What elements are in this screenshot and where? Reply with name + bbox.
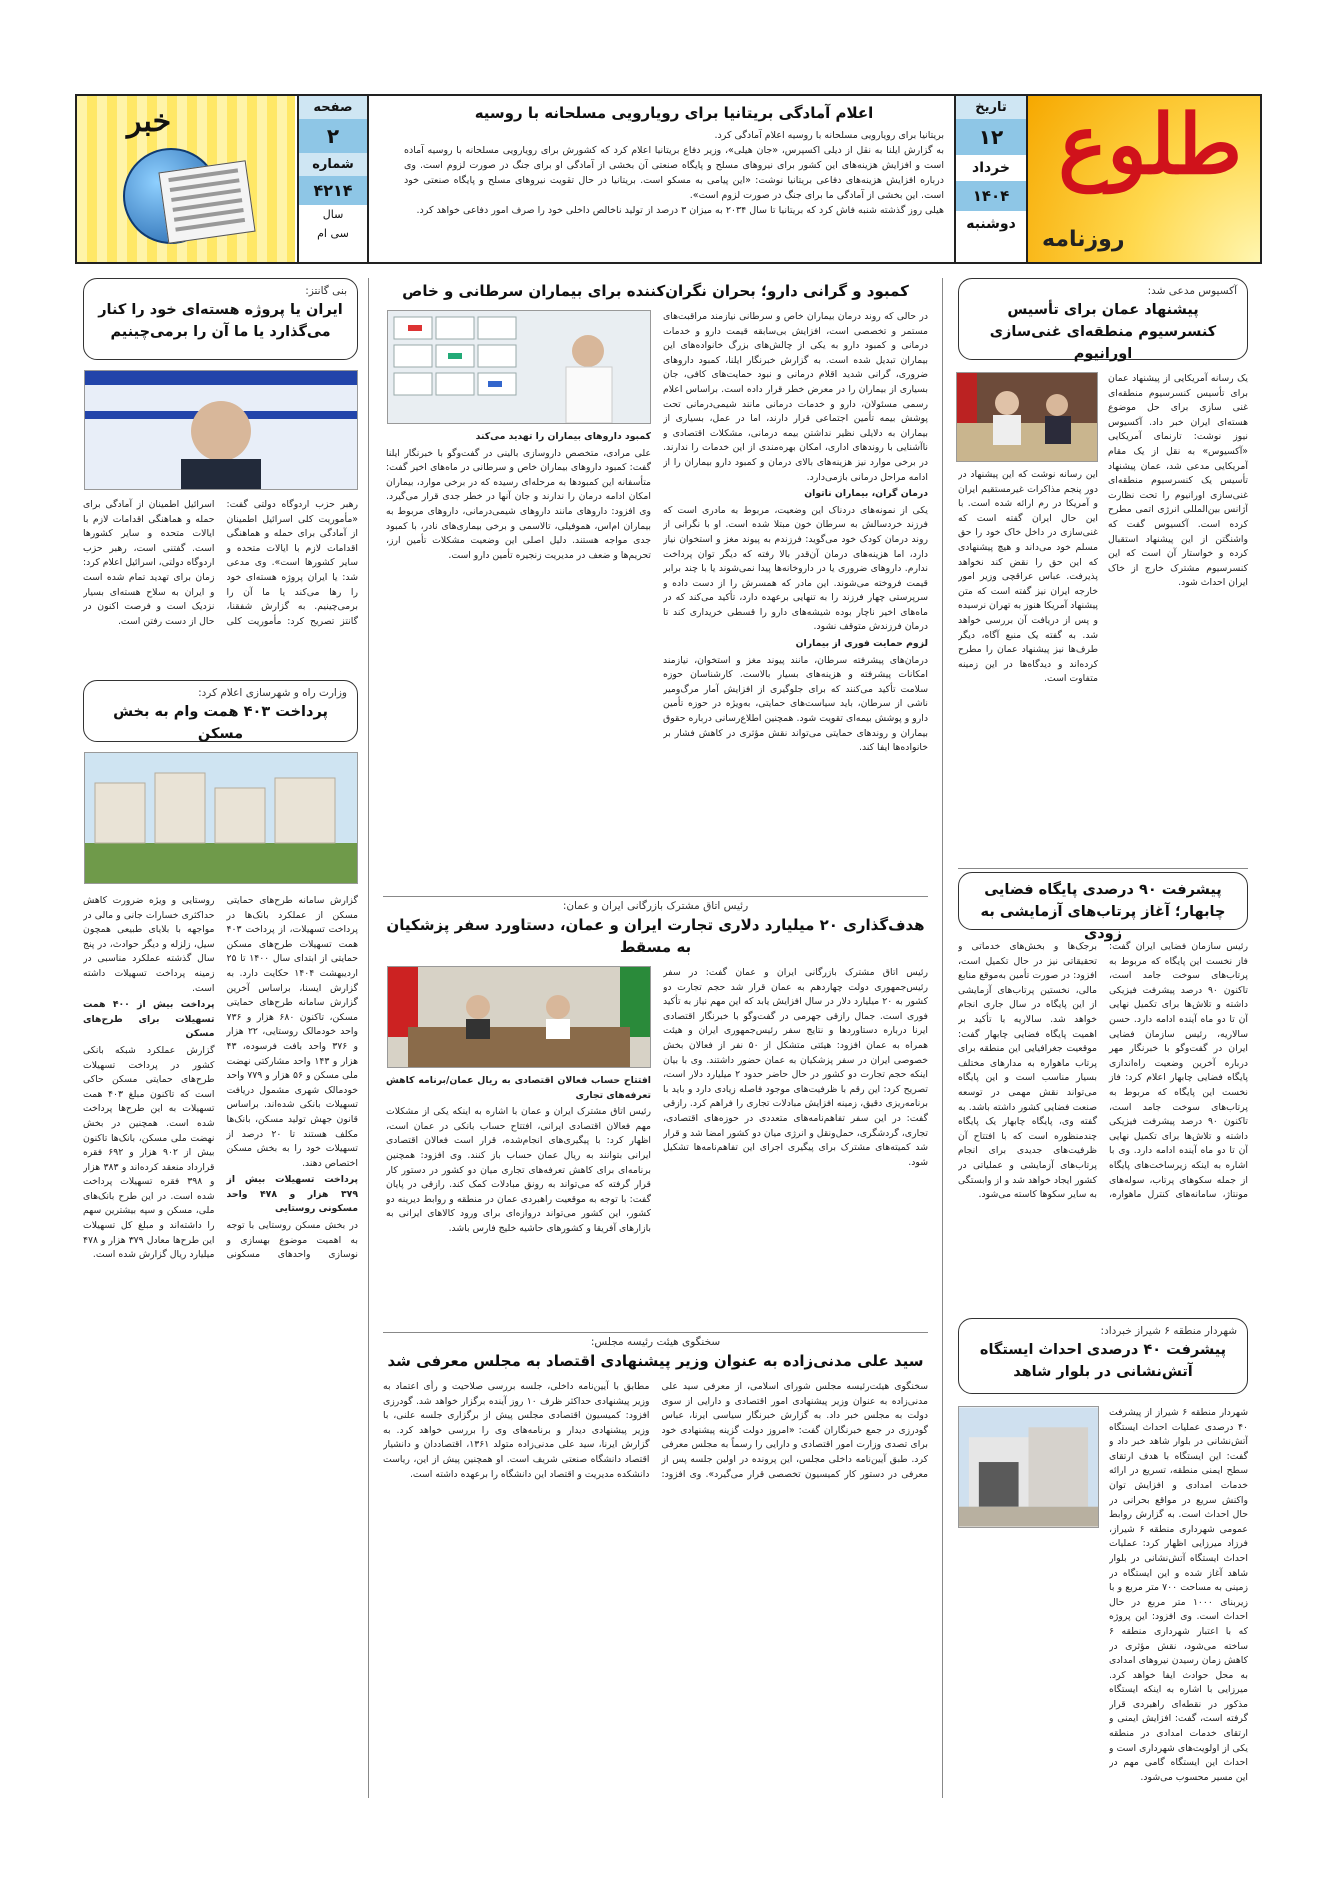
page-panel [297, 96, 369, 262]
fire-station-photo [958, 1406, 1099, 1528]
lead-news [394, 96, 954, 262]
article-title: پیشنهاد عمان برای تأسیس کنسرسیوم منطقه‌ای غنی‌سازی اورانیوم [989, 302, 1217, 362]
date-month: خرداد [972, 160, 1010, 176]
pharmacy-photo [387, 310, 651, 424]
article-body: رهبر حزب اردوگاه دولتی گفت: «مأموریت کلی اسرائیل اطمینان از آمادگی برای حمله و هماهنگی اقدامات لازم با ایالات متحده و سایر کشورها است». وی مدعی شد: یا ایران پروژه هسته‌ای خود را رها می‌کند یا ما آن را برمی‌چینیم. به گزارش شفقنا، گانتز تصریح کرد: مأموریت کلی اسرائیل اطمینان از آمادگی برای حمله و هماهنگی اقدامات لازم با ایالات متحده و سایر کشورها است. گفتنی است، رهبر حزب اردوگاه دولتی، اسرائیل اعلام کرد: زمان برای تهدید تمام شده است و ایران به سلاح هسته‌ای بسیار نزدیک است و فرصت اکنون در حال از دست رفتن است. [83, 499, 358, 627]
date-label: تاریخ [956, 96, 1026, 119]
article-kicker: آکسیوس مدعی شد: [1147, 285, 1237, 297]
page-number: ۲ [299, 119, 367, 153]
article-oman-uranium [958, 278, 1248, 868]
article-kicker: شهردار منطقه ۶ شیراز خبرداد: [1100, 1325, 1237, 1337]
lead-body-3: هیلی روز گذشته شنبه فاش کرد که بریتانیا تا سال ۲۰۳۴ به میزان ۳ درصد از تولید ناخالص داخلی خود را صرف امور دفاعی خواهد کرد. [416, 205, 944, 216]
article-paragraph: در حالی که روند درمان بیماران خاص و سرطانی نیازمند مراقبت‌های مستمر و تخصصی است، افزایش بی‌سابقه قیمت دارو و خدمات درمانی و کمبود دارو به یکی از چالش‌های بزرگ خانواده‌های این بیماران تبدیل شده است. به گزارش خبرنگار ایلنا، کمبود داروهای ضروری، گرانی شدید اقلام درمانی و نبود حمایت‌های کافی، جان بسیاری از بیماران را در معرض خطر قرار داده است. براساس اعلام رسمی مسئولان، دارو و خدمات درمانی مانند شیمی‌درمانی تحت پوشش بیمه تأمین اجتماعی قرار دارند، اما در عمل، بسیاری از بیماران به دلایلی نظیر نداشتن بیمه درمانی، مشکلات اقتصادی و ناآشنایی با روندهای اداری، امکان بهره‌مندی از این خدمات را ندارند. در برخی موارد نیز هزینه‌های بالای درمان و کمبود دارو بیماران را از ادامه مراحل درمانی بازمی‌دارد. [663, 311, 928, 483]
signing-ceremony-photo [387, 966, 651, 1068]
newspaper-icon [158, 160, 255, 244]
article-chabahar-space [958, 872, 1248, 1314]
date-year: ۱۴۰۴ [956, 181, 1026, 211]
article-subhead: پرداخت بیش از ۴۰۰ همت تسهیلات برای طرح‌های مسکن [83, 999, 215, 1040]
article-body-continued: این رسانه نوشت که این پیشنهاد در دور پنجم مذاکرات غیرمستقیم ایران و آمریکا در رم ارائه شده است. با این حال ایران گفته است که غنی‌سازی در داخل خاک خود را حق مسلم خود می‌داند و هیچ پیشنهادی که این حق را نقض کند نخواهد پذیرفت. عباس عراقچی وزیر امور خارجه ایران نیز گفته است که متن پیشنهاد آمریکا هنوز به تهران نرسیده و پس از دریافت آن بررسی خواهد شد. به گفته یک منبع آگاه، دیگر طرف‌ها نیز پیشنهاد عمان را مطرح کرده‌اند و دیدگاه‌ها در این زمینه متفاوت است. [958, 469, 1098, 685]
article-body: شهردار منطقه ۶ شیراز از پیشرفت ۴۰ درصدی عملیات احداث ایستگاه آتش‌نشانی در بلوار شاهد خبر داد و گفت: این ایستگاه با هدف ارتقای سطح ایمنی منطقه، تسریع در ارائه خدمات امدادی و افزایش توان واکنش سریع در مواقع بحرانی در حال احداث است. به گزارش روابط عمومی شهرداری منطقه ۶ شیراز، فرزاد میرزایی اظهار کرد: عملیات احداث ایستگاه آتش‌نشانی در بلوار شاهد آغاز شده و این ایستگاه در زمینی به مساحت ۷۰۰ متر مربع و با زیربنای ۱۰۰۰ متر مربع در حال احداث است. وی افزود: این پروژه که با اعتبار شهرداری منطقه ۶ ساخته می‌شود، نقش مؤثری در کاهش زمان رسیدن نیروهای امدادی به محل حوادث ایفا خواهد کرد. میرزایی با اشاره به اینکه ایستگاه مذکور در نقطه‌ای راهبردی قرار گرفته است، گفت: افزایش ایمنی و ارتقای خدمات امدادی در منطقه یکی از اولویت‌های شهرداری است و احداث این ایستگاه گامی مهم در این مسیر محسوب می‌شود. [1109, 1407, 1248, 1783]
article-title: هدف‌گذاری ۲۰ میلیارد دلاری تجارت ایران و عمان، دستاورد سفر پزشکیان به مسقط [386, 916, 925, 956]
article-kicker: سخنگوی هیئت رئیسه مجلس: [590, 1336, 721, 1348]
meeting-photo [956, 372, 1098, 462]
date-day: ۱۲ [956, 119, 1026, 155]
article-subhead: پرداخت تسهیلات بیش از ۳۷۹ هزار و ۴۷۸ واحد مسکونی روستایی [226, 1174, 358, 1215]
article-paragraph: رئیس اتاق مشترک ایران و عمان با اشاره به اینکه یکی از مشکلات مهم فعالان اقتصادی ایرانی، افتتاح حساب بانکی در عمان است، اظهار کرد: با پیگیری‌های انجام‌شده، قرار است فعالان اقتصادی ایرانی بتوانند به ریال عمان حساب باز کنند. وی افزود: همچنین برنامه‌ای برای کاهش تعرفه‌های تجاری میان دو کشور در دستور کار قرار گرفته که می‌تواند به رونق مبادلات کمک کند. رازقی در پایان گفت: با توجه به موقعیت راهبردی عمان در منطقه و روابط دیرینه دو کشور، این کشور می‌تواند دروازه‌ای برای ورود کالاهای ایرانی به بازارهای آفریقا و کشورهای حاشیه خلیج فارس باشد. [386, 1106, 651, 1234]
lead-body-2: به گزارش ایلنا به نقل از دیلی اکسپرس، «جان هیلی»، وزیر دفاع بریتانیا اعلام کرد که کشورش برای رویارویی مسلحانه با روسیه آماده است و افزایش هزینه‌های این کشور برای نیروهای مسلح و پایگاه صنعتی آن بخشی از آمادگی او برای جنگ در صورت لزوم است. وی درباره افزایش هزینه‌های دفاعی بریتانیا نوشت: «این پیامی به مسکو است. بریتانیا در حال تقویت نیروهای مسلح و پایگاه صنعتی خود است. این بخشی از آمادگی ما برای جنگ در صورت لزوم است». [404, 145, 944, 201]
article-body: یک رسانه آمریکایی از پیشنهاد عمان برای تأسیس کنسرسیوم منطقه‌ای غنی سازی برای حل موضوع هسته‌ای ایران خبر داد. آکسیوس نیوز نوشت: تارنمای آمریکایی «آکسیوس» به نقل از یک مقام آمریکایی مدعی شد، عمان پیشنهاد تأسیس یک کنسرسیوم منطقه‌ای غنی‌سازی اورانیوم را تحت نظارت آژانس بین‌المللی انرژی اتمی مطرح کرده است. آکسیوس گفت که واشنگتن از این پیشنهاد استقبال کرده و خواستار آن است که این کنسرسیوم مشترک خارج از خاک ایران احداث شود. [1108, 373, 1248, 589]
article-drug-shortage [383, 280, 928, 890]
article-body [83, 894, 358, 1774]
article-title: پیشرفت ۴۰ درصدی احداث ایستگاه آتش‌نشانی در بلوار شاهد [979, 1342, 1227, 1380]
article-body-continued [386, 1074, 651, 1354]
article-subhead: افتتاح حساب فعالان اقتصادی به ریال عمان/برنامه کاهش تعرفه‌های تجاری [386, 1075, 651, 1101]
article-paragraph: علی مرادی، متخصص داروسازی بالینی در گفت‌وگو با خبرنگار ایلنا گفت: کمبود داروهای بیماران خاص و سرطانی در ماه‌های اخیر گفت: متأسفانه این کمبودها به مرحله‌ای رسیده که در برخی موارد، بیماران امکان ادامه درمان را ندارند و جان آنها در خطر جدی قرار می‌گیرد. وی افزود: داروهای مانند داروهای شیمی‌درمانی، داروهای مربوط به بیماران ام‌اس، هموفیلی، تالاسمی و برخی بیماری‌های نادر، با کمبود جدی مواجه هستند. دلیل اصلی این وضعیت مشکلات تأمین ارز، تحریم‌ها و ضعف در مدیریت زنجیره تأمین دارو است. [386, 447, 651, 561]
issue-number: ۴۲۱۴ [299, 176, 367, 205]
article-paragraph: یکی از نمونه‌های دردناک این وضعیت، مربوط به مادری است که فرزند خردسالش به سرطان خون مبتلا شده است. او با نگرانی از روند درمان کودک خود می‌گوید: فرزندم به پیوند مغز و استخوان نیاز دارد، اما هزینه‌های درمان آن‌قدر بالا رفته که دیگر توان پرداخت ندارم. داروهای ضروری یا در داروخانه‌ها پیدا نمی‌شوند یا با چند برابر قیمت فروخته می‌شوند. این مادر که همسرش را از دست داده و سرپرستی چهار فرزند را به تنهایی برعهده دارد، تأکید می‌کند که در ماه‌های اخیر ناچار بوده شیشه‌های دارو را قسطی خریداری کند تا درمان فرزندش متوقف نشود. [663, 504, 928, 633]
divider [958, 868, 1248, 869]
article-housing-loans [83, 680, 358, 1795]
date-panel [954, 96, 1026, 262]
article-title: پرداخت ۴۰۳ همت وام به بخش مسکن [113, 704, 328, 742]
article-paragraph: گزارش سامانه طرح‌های حمایتی مسکن از عملکرد بانک‌ها در پرداخت تسهیلات، از پرداخت ۴۰۳ همت تسهیلات طرح‌های مسکن حمایتی از ابتدای سال ۱۴۰۰ تا ۲۵ اردیبهشت ۱۴۰۴ حکایت دارد. به گزارش ایسنا، براساس آخرین گزارش سامانه طرح‌های حمایتی مسکن، تاکنون ۶۸۰ هزار و ۷۳۶ واحد خودمالک روستایی، ۲۲ هزار و ۳۷۶ واحد بافت فرسوده، ۴۳ هزار و ۱۴۳ واحد مشارکتی نهضت ملی مسکن و ۵۶ هزار و ۷۷۹ واحد خودمالک شهری مشمول دریافت تسهیلات بانکی شده‌اند. براساس قانون جهش تولید مسکن، بانک‌ها مکلف هستند تا ۲۰ درصد از تسهیلات خود را به بخش مسکن اختصاص دهند. [226, 895, 358, 1169]
article-iran-oman-trade [383, 900, 928, 1330]
article-gantz [83, 278, 358, 678]
article-body: رئیس اتاق مشترک بازرگانی ایران و عمان گفت: در سفر رئیس‌جمهوری دولت چهاردهم به عمان قرار شد حجم تجارت دو کشور به ۲۰ میلیارد دلار در سال افزایش یابد که این مهم نیاز به تأکید فوری است. جمال رازقی جهرمی در گفت‌وگو با خبرنگار اقتصادی ایرنا درباره دستاوردها و نتایج سفر رئیس‌جمهوری ایران و هیئت همراه به عمان افزود: هیئتی متشکل از ۵۰ نفر از فعالان بخش خصوصی ایران در سفر پزشکیان به عمان حضور داشتند. وی با بیان اینکه حجم تجارت دو کشور در حال حاضر حدود ۲ میلیارد دلار است، تصریح کرد: این رقم با ظرفیت‌های موجود فاصله زیادی دارد و باید با برنامه‌ریزی دقیق، زمینه افزایش مبادلات تجاری را فراهم کرد. رازقی گفت: در این سفر تفاهم‌نامه‌های متعددی در حوزه‌های اقتصادی، تجاری، گردشگری، حمل‌ونقل و انرژی میان دو کشور امضا شد و قرار شد کمیته‌های مشترک برای پیگیری اجرای این تفاهم‌نامه‌ها تشکیل شود. [663, 967, 928, 1168]
article-subhead: کمبود داروهای بیماران را تهدید می‌کند [475, 431, 651, 442]
article-paragraph: درمان‌های پیشرفته سرطان، مانند پیوند مغز و استخوان، نیازمند امکانات پیشرفته و هزینه‌های بسیار بالاست. کارشناسان حوزه سلامت تأکید می‌کنند که برای جلوگیری از افزایش آمار مرگ‌ومیر ناشی از سرطان، باید سیاست‌های حمایتی، به‌ویژه در حوزه تأمین دارو و پوشش بیمه‌ای تقویت شود. همچنین اطلاع‌رسانی درباره حقوق بیماران و روندهای حمایتی می‌تواند نقش مؤثری در کاهش فشار بر خانواده‌ها ایفا کند. [663, 654, 928, 754]
divider [383, 896, 928, 897]
volume-number: سی ام [317, 227, 349, 240]
article-title: ایران یا پروژه هسته‌ای خود را کنار می‌گذارد یا ما آن را برمی‌چینیم [98, 302, 343, 340]
column-divider [942, 278, 943, 1798]
housing-project-photo [84, 752, 358, 884]
divider [383, 1332, 928, 1333]
logo-subtitle: روزنامه [1042, 227, 1125, 252]
article-body-continued [386, 430, 651, 882]
article-fire-station [958, 1318, 1248, 1798]
article-body [663, 310, 928, 885]
article-title: پیشرفت ۹۰ درصدی پایگاه فضایی چابهار؛ آغاز پرتاب‌های آزمایشی به زودی [980, 882, 1226, 942]
article-body: رئیس سازمان فضایی ایران گفت: فاز نخست این پایگاه که مربوط به پرتاب‌های سوخت جامد است، تاکنون ۹۰ درصد پیشرفت فیزیکی داشته و تلاش‌ها برای تکمیل نهایی آن تا دو ماه آینده ادامه دارد. حسن سالاریه، رئیس سازمان فضایی ایران در گفت‌وگو با خبرنگار مهر درباره آخرین وضعیت راه‌اندازی پایگاه فضایی چابهار اعلام کرد: فاز نخست این پایگاه که مربوط به پرتاب‌های سوخت جامد است، تاکنون ۹۰ درصد پیشرفت فیزیکی داشته و تلاش‌ها برای تکمیل نهایی آن تا دو ماه آینده ادامه دارد. وی با اشاره به اینکه زیرساخت‌های پایگاه از جمله سکوهای پرتاب، سوله‌های مونتاژ، سامانه‌های کنترل ماهواره، برجک‌ها و بخش‌های خدماتی و تحقیقاتی نیز در حال تکمیل است، افزود: در صورت تأمین به‌موقع منابع مالی، نخستین پرتاب‌های آزمایشی از این پایگاه در سال جاری انجام خواهد شد. سالاریه با تأکید بر اهمیت پایگاه فضایی چابهار گفت: موقعیت جغرافیایی این منطقه برای پرتاب ماهواره به مدارهای مختلف بسیار مناسب است و این پایگاه می‌تواند نقش مهمی در توسعه صنعت فضایی کشور داشته باشد. به گفته وی، پایگاه چابهار یک پایگاه چندمنظوره است که با افتتاح آن ظرفیت‌های جدیدی برای انجام پرتاب‌های آزمایشی و عملیاتی در کشور ایجاد خواهد شد و از وابستگی به سایر سکوها کاسته می‌شود. [958, 941, 1248, 1201]
logo [1026, 96, 1260, 262]
article-paragraph: گزارش عملکرد شبکه بانکی کشور در پرداخت تسهیلات طرح‌های حمایتی مسکن حاکی است که تاکنون مبلغ ۴۰۳ همت تسهیلات به این طرح‌ها پرداخت شده است. همچنین در بخش نهضت ملی مسکن، بانک‌ها تاکنون بیش از ۹۰۲ هزار و ۶۹۲ فقره قرارداد منعقد کرده‌اند و ۳۸۳ هزار و ۳۹۸ فقره تسهیلات پرداخت شده است. در این طرح بانک‌های ملی، مسکن و سپه بیشترین سهم را داشته‌اند و مبلغ کل تسهیلات این طرح‌ها معادل ۳۷۹ هزار و ۴۷۸ میلیارد ریال گزارش شده است. [83, 1044, 215, 1261]
page-label: صفحه [299, 96, 367, 119]
article-body: سخنگوی هیئت‌رئیسه مجلس شورای اسلامی، از معرفی سید علی مدنی‌زاده به عنوان وزیر پیشنهادی امور اقتصادی و دارایی از سوی دولت به مجلس خبر داد. به گزارش خبرنگار سیاسی ایرنا، عباس گودرزی در جمع خبرنگاران گفت: «امروز دولت گزینه پیشنهادی خود برای تصدی وزارت امور اقتصادی و دارایی را رسماً به مجلس معرفی کرد. طبق آیین‌نامه داخلی مجلس، این پرونده در اولین جلسه پس از معرفی در دستور کار کمیسیون تخصصی قرار می‌گیرد». وی افزود: مطابق با آیین‌نامه داخلی، جلسه بررسی صلاحیت و رأی اعتماد به وزیر پیشنهادی حداکثر ظرف ۱۰ روز آینده برگزار خواهد شد. گودرزی افزود: کمیسیون اقتصادی مجلس پیش از برگزاری جلسه علنی، با وزیر پیشنهادی دیدار و برنامه‌های وی را بررسی خواهد کرد. به گزارش ایرنا، سید علی مدنی‌زاده متولد ۱۳۶۱، اقتصاددان و دانشیار اقتصاد دانشگاه صنعتی شریف است. او همچنین پیش از این، ریاست دانشکده مدیریت و اقتصاد این دانشگاه را برعهده داشته است. [383, 1381, 928, 1480]
article-kicker: بنی گانتز: [305, 285, 347, 297]
article-title-box [958, 872, 1248, 942]
article-kicker: وزارت راه و شهرسازی اعلام کرد: [198, 687, 347, 699]
article-title: کمبود و گرانی دارو؛ بحران نگران‌کننده برای بیماران سرطانی و خاص [402, 282, 909, 300]
issue-label: شماره [299, 153, 367, 176]
article-title-box [83, 680, 358, 742]
logo-word: طلوع [1058, 97, 1242, 193]
article-title-box [958, 1318, 1248, 1394]
volume-label: سال [322, 208, 344, 221]
column-divider [368, 278, 369, 1798]
section-word: خبر [127, 104, 172, 139]
article-title-box [83, 278, 358, 360]
portrait-photo [84, 370, 358, 490]
section-banner [77, 96, 295, 262]
lead-headline: اعلام آمادگی بریتانیا برای رویارویی مسلحانه با روسیه [474, 104, 874, 122]
article-economy-minister [383, 1336, 928, 1796]
article-subhead: لزوم حمایت فوری از بیماران [795, 638, 928, 650]
article-title-box [958, 278, 1248, 360]
article-kicker: رئیس اتاق مشترک بازرگانی ایران و عمان: [562, 900, 749, 912]
article-paragraph: در بخش مسکن روستایی با توجه به اهمیت موضوع بهسازی و نوسازی واحدهای مسکونی روستایی و ویژه ضرورت کاهش حداکثری خسارات جانی و مالی در مواجهه با بلایای طبیعی همچون سیل، زلزله و دیگر حوادث، در پنج سال گذشته عملکرد مناسبی در زمینه پرداخت تسهیلات داشته است. [83, 895, 358, 1261]
article-title: سید علی مدنی‌زاده به عنوان وزیر پیشنهادی اقتصاد به مجلس معرفی شد [387, 1352, 924, 1370]
article-subhead: درمان گران، بیماران ناتوان [804, 488, 928, 500]
lead-body-1: بریتانیا برای رویارویی مسلحانه با روسیه اعلام آمادگی کرد. [714, 130, 944, 141]
masthead [75, 94, 1262, 264]
date-weekday: دوشنبه [966, 216, 1016, 232]
